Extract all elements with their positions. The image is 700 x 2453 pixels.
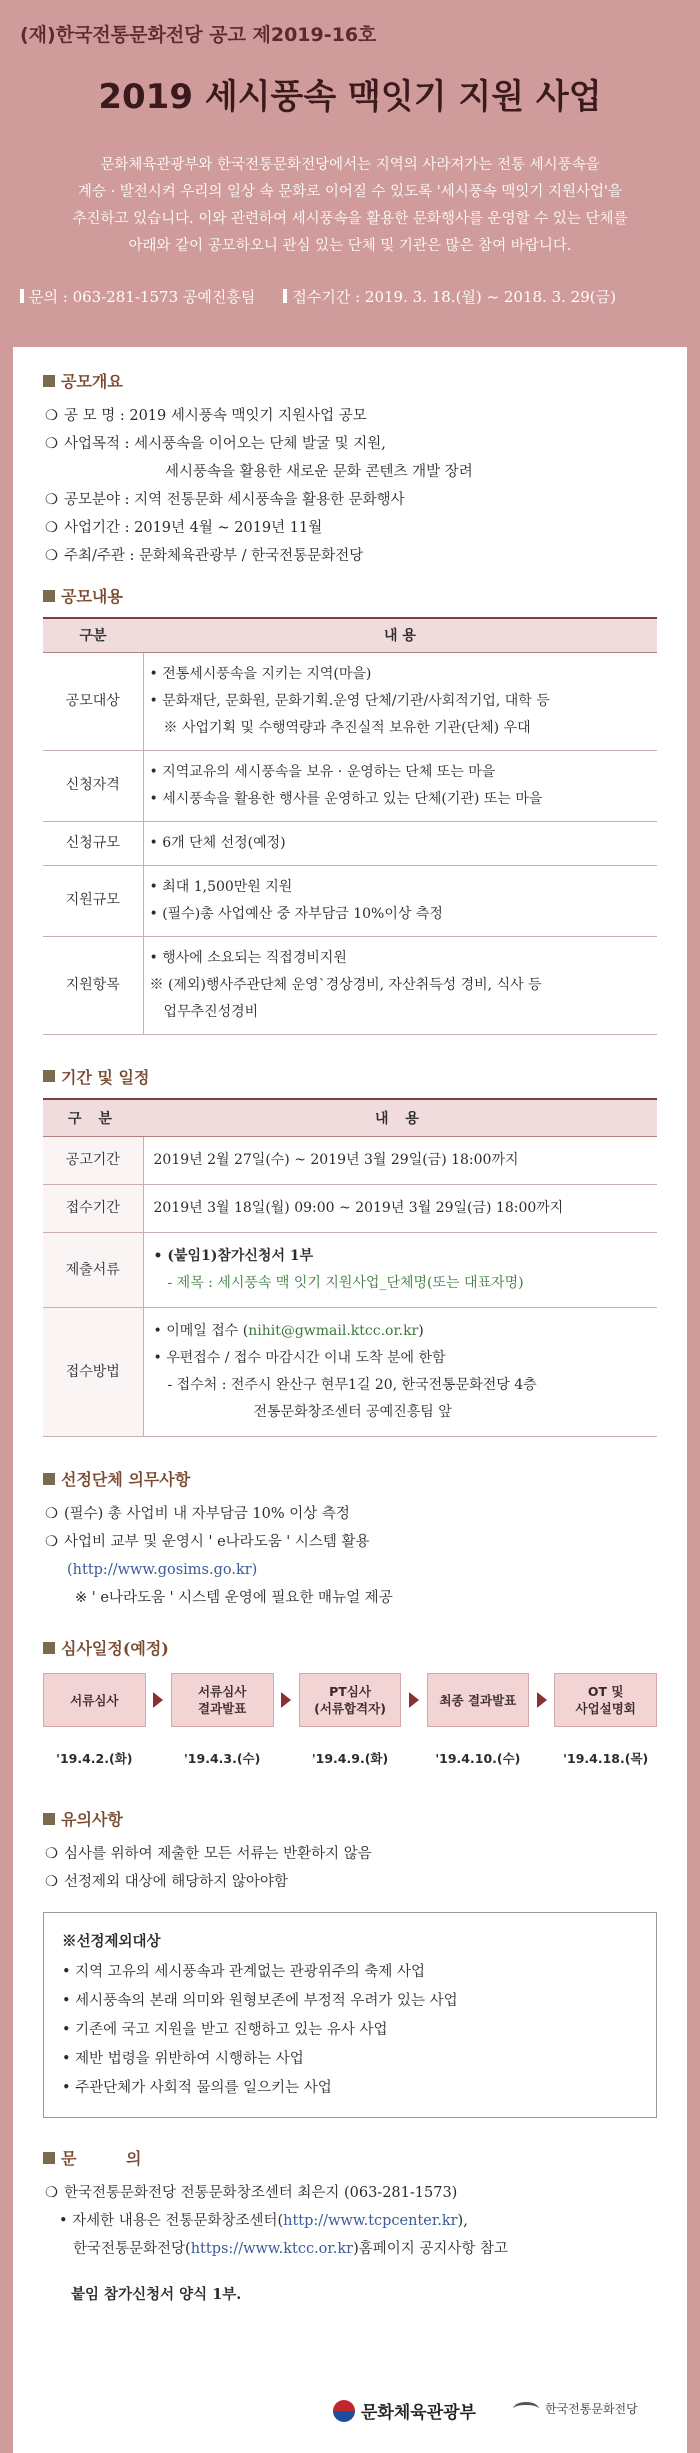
square-icon <box>43 1642 55 1654</box>
list-item: ❍ 공 모 명 : 2019 세시풍속 맥잇기 지원사업 공모 <box>45 402 657 430</box>
arrow-right-icon <box>146 1673 171 1727</box>
column-header: 구 분 <box>43 1099 143 1137</box>
step-date: '19.4.10.(수) <box>435 1751 521 1766</box>
intro-line: 추진하고 있습니다. 이와 관련하여 세시풍속을 활용한 문화행사를 운영할 수 있는 단체를 <box>72 211 628 227</box>
review-timeline <box>43 1673 657 1767</box>
notice-number: (재)한국전통문화전당 공고 제2019-16호 <box>20 24 377 46</box>
header-banner <box>0 0 700 330</box>
row-label: 지원항목 <box>43 936 143 1034</box>
square-icon <box>43 375 55 387</box>
row-value: • 지역교유의 세시풍속을 보유 · 운영하는 단체 또는 마을 • 세시풍속을 활용한 행사를 운영하고 있는 단체(기관) 또는 마을 <box>143 750 657 821</box>
row-value: • (붙임1)참가신청서 1부 - 제목 : 세시풍속 맥 잇기 지원사업_단체명(또는 대표자명) <box>143 1233 657 1308</box>
row-label: 신청규모 <box>43 821 143 865</box>
footer <box>13 2312 687 2453</box>
row-label: 접수기간 <box>43 1185 143 1233</box>
notice-panel <box>13 347 687 2312</box>
row-label: 공고기간 <box>43 1137 143 1185</box>
info-row <box>20 286 680 307</box>
row-value: 2019년 2월 27일(수) ~ 2019년 3월 29일(금) 18:00까지 <box>143 1137 657 1185</box>
list-item: ❍ 공모분야 : 지역 전통문화 세시풍속을 활용한 문화행사 <box>45 486 657 514</box>
ktcc-logo: 한국전통문화전당 <box>513 2400 638 2417</box>
row-value: • 이메일 접수 (nihit@gwmail.ktcc.or.kr) • 우편접수 / 접수 마감시간 이내 도착 분에 한함 - 접수처 : 전주시 완산구 현무1길 20, 한국전통문화전당 4층 전통문화창조센터 공예진흥팀 앞 <box>143 1308 657 1437</box>
row-label: 지원규모 <box>43 865 143 936</box>
page-title: 2019 세시풍속 맥잇기 지원 사업 <box>98 77 602 117</box>
ktcc-link[interactable]: https://www.ktcc.or.kr <box>190 2241 354 2257</box>
circle-icon: ❍ <box>45 492 58 508</box>
circle-icon: ❍ <box>45 1846 58 1862</box>
list-item: 한국전통문화전당(https://www.ktcc.or.kr)홈페이지 공지사항 참고 <box>73 2241 509 2257</box>
bar-icon <box>283 289 287 303</box>
section-review-heading: 심사일정(예정) <box>43 1636 657 1659</box>
step-name: 최종 결과발표 <box>427 1673 530 1727</box>
row-value: • 행사에 소요되는 직접경비지원 ※ (제외)행사주관단체 운영`경상경비, 자산취득성 경비, 식사 등 업무추진성경비 <box>143 936 657 1034</box>
table-row <box>43 652 657 750</box>
timeline-step <box>171 1673 274 1767</box>
list-item: 세시풍속을 활용한 새로운 문화 콘텐츠 개발 장려 <box>165 464 473 480</box>
list-item: • 기존에 국고 지원을 받고 진행하고 있는 유사 사업 <box>62 2022 388 2038</box>
table-row <box>43 1308 657 1437</box>
column-header: 내 용 <box>143 618 657 652</box>
email-link[interactable]: nihit@gwmail.ktcc.or.kr <box>248 1323 419 1339</box>
square-icon <box>43 1070 55 1082</box>
column-header: 내 용 <box>143 1099 657 1137</box>
gosims-link[interactable]: (http://www.gosims.go.kr) <box>67 1562 258 1578</box>
section-duties-heading: 선정단체 의무사항 <box>43 1467 657 1490</box>
table-row <box>43 865 657 936</box>
row-value: • 6개 단체 선정(예정) <box>143 821 657 865</box>
step-date: '19.4.9.(화) <box>311 1751 389 1766</box>
bar-icon <box>20 289 24 303</box>
timeline-step <box>554 1673 657 1767</box>
cautions-list <box>43 1840 657 1896</box>
timeline-step <box>427 1673 530 1767</box>
circle-icon: ❍ <box>45 436 58 452</box>
circle-icon: ❍ <box>45 548 58 564</box>
section-content-heading: 공모내용 <box>43 584 657 607</box>
intro-line: 계승 · 발전시켜 우리의 일상 속 문화로 이어질 수 있도록 '세시풍속 맥잇기 지원사업'을 <box>77 184 623 200</box>
section-overview-heading: 공모개요 <box>43 369 657 392</box>
row-value: • 전통세시풍속을 지키는 지역(마을) • 문화재단, 문화원, 문화기획.운영 단체/기관/사회적기업, 대학 등 ※ 사업기획 및 수행역량과 추진실적 보유한 기관(단체) 우대 <box>143 652 657 750</box>
list-item: • 제반 법령을 위반하여 시행하는 사업 <box>62 2051 304 2067</box>
table-header-row <box>43 618 657 652</box>
step-name: PT심사 (서류합격자) <box>299 1673 402 1727</box>
list-item: ❍ 사업기간 : 2019년 4월 ~ 2019년 11월 <box>45 514 657 542</box>
list-item: ❍ 심사를 위하여 제출한 모든 서류는 반환하지 않음 <box>45 1840 657 1868</box>
inquiry-list <box>43 2179 657 2263</box>
list-item: ❍ 사업비 교부 및 운영시 ' e나라도움 ' 시스템 활용 <box>45 1528 657 1556</box>
step-name: OT 및 사업설명회 <box>554 1673 657 1727</box>
arrow-right-icon <box>401 1673 426 1727</box>
intro-line: 아래와 같이 공모하오니 관심 있는 단체 및 기관은 많은 참여 바랍니다. <box>128 238 572 254</box>
timeline-step <box>299 1673 402 1767</box>
content-table <box>43 617 657 1035</box>
table-row <box>43 936 657 1034</box>
circle-icon: ❍ <box>45 2185 58 2201</box>
list-item: ※ ' e나라도움 ' 시스템 운영에 필요한 매뉴얼 제공 <box>75 1590 393 1606</box>
step-date: '19.4.3.(수) <box>183 1751 261 1766</box>
row-label: 접수방법 <box>43 1308 143 1437</box>
contact-info <box>20 286 255 307</box>
schedule-table <box>43 1098 657 1438</box>
list-item: • 세시풍속의 본래 의미와 원형보존에 부정적 우려가 있는 사업 <box>62 1993 458 2009</box>
list-item: ❍ 선정제외 대상에 해당하지 않아야함 <box>45 1868 657 1896</box>
step-name: 서류심사 <box>43 1673 146 1727</box>
list-item <box>45 1556 657 1584</box>
period-info <box>283 286 616 307</box>
tcpcenter-link[interactable]: http://www.tcpcenter.kr <box>283 2213 458 2229</box>
circle-icon: ❍ <box>45 1874 58 1890</box>
circle-icon: ❍ <box>45 1506 58 1522</box>
contact-text: 문의 : 063-281-1573 공예진흥팀 <box>29 288 256 306</box>
table-row <box>43 1233 657 1308</box>
row-label: 신청자격 <box>43 750 143 821</box>
list-item: • 주관단체가 사회적 물의를 일으키는 사업 <box>62 2080 332 2096</box>
square-icon <box>43 1473 55 1485</box>
square-icon <box>43 1813 55 1825</box>
step-name: 서류심사 결과발표 <box>171 1673 274 1727</box>
taegeuk-icon <box>333 2400 355 2422</box>
table-row <box>43 1137 657 1185</box>
duties-list <box>43 1500 657 1612</box>
list-item: ❍ 주최/주관 : 문화체육관광부 / 한국전통문화전당 <box>45 542 657 570</box>
row-label: 제출서류 <box>43 1233 143 1308</box>
roof-icon <box>513 2402 539 2416</box>
row-label: 공모대상 <box>43 652 143 750</box>
arrow-right-icon <box>274 1673 299 1727</box>
step-date: '19.4.2.(화) <box>56 1751 133 1766</box>
arrow-right-icon <box>529 1673 554 1727</box>
row-value: • 최대 1,500만원 지원 • (필수)총 사업예산 중 자부담금 10%이상 측정 <box>143 865 657 936</box>
table-row <box>43 821 657 865</box>
section-inquiry-heading: 문 의 <box>43 2146 657 2169</box>
square-icon <box>43 590 55 602</box>
list-item: ❍ 한국전통문화전당 전통문화창조센터 최은지 (063-281-1573) <box>45 2179 657 2207</box>
circle-icon: ❍ <box>45 1534 58 1550</box>
square-icon <box>43 2152 55 2164</box>
section-cautions-heading: 유의사항 <box>43 1807 657 1830</box>
exclusion-box <box>43 1912 657 2118</box>
overview-list <box>43 402 657 570</box>
intro-line: 문화체육관광부와 한국전통문화전당에서는 지역의 사라져가는 전통 세시풍속을 <box>100 157 600 173</box>
intro-text <box>20 152 680 260</box>
mcst-logo: 문화체육관광부 <box>333 2398 476 2423</box>
period-text: 접수기간 : 2019. 3. 18.(월) ~ 2018. 3. 29(금) <box>292 288 616 306</box>
list-item: ❍ 사업목적 : 세시풍속을 이어오는 단체 발굴 및 지원, <box>45 430 657 458</box>
row-value: 2019년 3월 18일(월) 09:00 ~ 2019년 3월 29일(금) 18:00까지 <box>143 1185 657 1233</box>
list-item: • 자세한 내용은 전통문화창조센터(http://www.tcpcenter.kr), <box>59 2213 468 2229</box>
list-item: • 지역 고유의 세시풍속과 관계없는 관광위주의 축제 사업 <box>62 1964 425 1980</box>
timeline-step <box>43 1673 146 1767</box>
table-row <box>43 750 657 821</box>
circle-icon: ❍ <box>45 408 58 424</box>
step-date: '19.4.18.(목) <box>563 1751 649 1766</box>
column-header: 구분 <box>43 618 143 652</box>
attachment-note: 붙임 참가신청서 양식 1부. <box>71 2286 242 2303</box>
table-row <box>43 1185 657 1233</box>
section-schedule-heading: 기간 및 일정 <box>43 1065 657 1088</box>
table-header-row <box>43 1099 657 1137</box>
exclusion-title: ※선정제외대상 <box>62 1933 161 1950</box>
circle-icon: ❍ <box>45 520 58 536</box>
list-item: ❍ (필수) 총 사업비 내 자부담금 10% 이상 측정 <box>45 1500 657 1528</box>
